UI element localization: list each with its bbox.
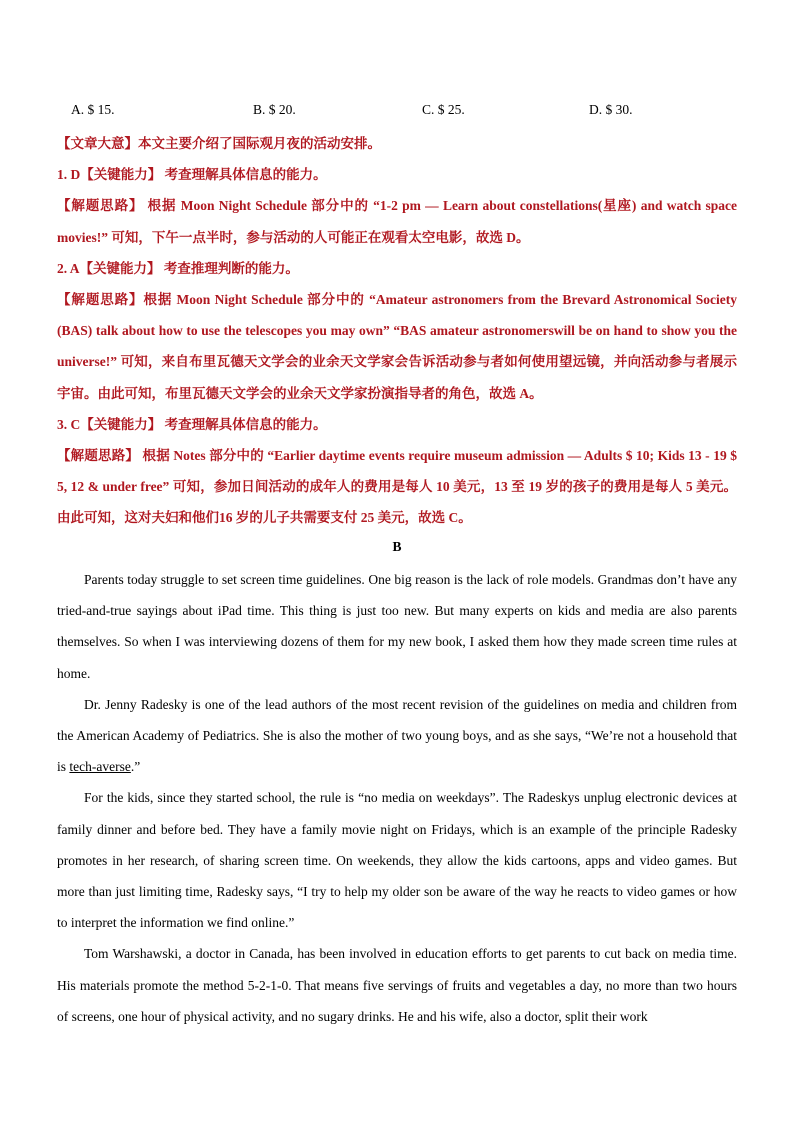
passage-paragraph-1: Parents today struggle to set screen time guidelines. One big reason is the lack of role models. Grandmas don’t have any tried-and-true sayings about iPad time. This thing is just too new. But many experts on kids and media are also parents themselves. So when I was interviewing dozens of them for my new book, I asked them how they made screen time rules at home. — [57, 572, 737, 681]
p2-text-after: .” — [130, 759, 141, 775]
option-b: B. $ 20. — [253, 102, 296, 117]
q1-answer-head: 1. D【关键能力】 考查理解具体信息的能力。 — [57, 167, 327, 183]
passage-paragraph-3: For the kids, since they started school, the rule is “no media on weekdays”. The Radeskys unplug electronic devices at family dinner and before bed. They have a family movie night on Fridays, which is an example of the principle Radesky promotes in her research, of sharing screen time. On weekends, they allow the kids cartoons, apps and video games. But more than just limiting time, Radesky says, “I try to help my older son be aware of the way he reacts to video games or how to interpret the information we find online.” — [57, 790, 737, 931]
reading-passage — [57, 564, 737, 1032]
q2-explanation: 【解题思路】根据 Moon Night Schedule 部分中的 “Amateur astronomers from the Brevard Astronomical Society (BAS) talk about how to use the telescopes you may own” “BAS amateur astronomerswill be on hand to show you the universe!” 可知，来自布里瓦德天文学会的业余天文学家会告诉活动参与者如何使用望远镜，并向活动参与者展示宇宙。由此可知，布里瓦德天文学会的业余天文学家扮演指导者的角色，故选 A。 — [57, 292, 737, 401]
option-a: A. $ 15. — [71, 102, 115, 117]
passage-paragraph-4: Tom Warshawski, a doctor in Canada, has been involved in education efforts to get parents to cut back on media time. His materials promote the method 5-2-1-0. That means five servings of fruits and vegetables a day, no more than two hours of screens, one hour of physical activity, and no sugary drinks. He and his wife, also a doctor, split their work — [57, 946, 737, 1024]
q3-explanation: 【解题思路】 根据 Notes 部分中的 “Earlier daytime events require museum admission — Adults $ 10; Kids 13 - 19 $ 5, 12 & under free” 可知，参加日间活动的成年人的费用是每人 10 美元，13 至 19 岁的孩子的费用是每人 5 美元。由此可知，这对夫妇和他们16 岁的儿子共需要支付 25 美元，故选 C。 — [57, 448, 737, 526]
q1-explanation: 【解题思路】 根据 Moon Night Schedule 部分中的 “1-2 pm — Learn about constellations(星座) and watch space movies!” 可知，下午一点半时，参与活动的人可能正在观看太空电影，故选 D。 — [57, 198, 737, 245]
section-heading: B — [392, 539, 402, 554]
option-d: D. $ 30. — [589, 102, 633, 117]
option-c: C. $ 25. — [422, 102, 465, 117]
answer-explanations — [57, 128, 737, 534]
underlined-word: tech-averse — [69, 759, 131, 775]
q3-answer-head: 3. C【关键能力】 考查理解具体信息的能力。 — [57, 416, 327, 432]
p2-text-before: Dr. Jenny Radesky is one of the lead authors of the most recent revision of the guidelines on media and children from the American Academy of Pediatrics. She is also the mother of two young boys, and as she says, “We’re not a household that is — [57, 696, 737, 775]
passage-paragraph-2 — [57, 689, 737, 783]
article-summary: 【文章大意】本文主要介绍了国际观月夜的活动安排。 — [57, 136, 381, 151]
answer-options — [71, 102, 737, 122]
q2-answer-head: 2. A【关键能力】 考查推理判断的能力。 — [57, 260, 299, 276]
